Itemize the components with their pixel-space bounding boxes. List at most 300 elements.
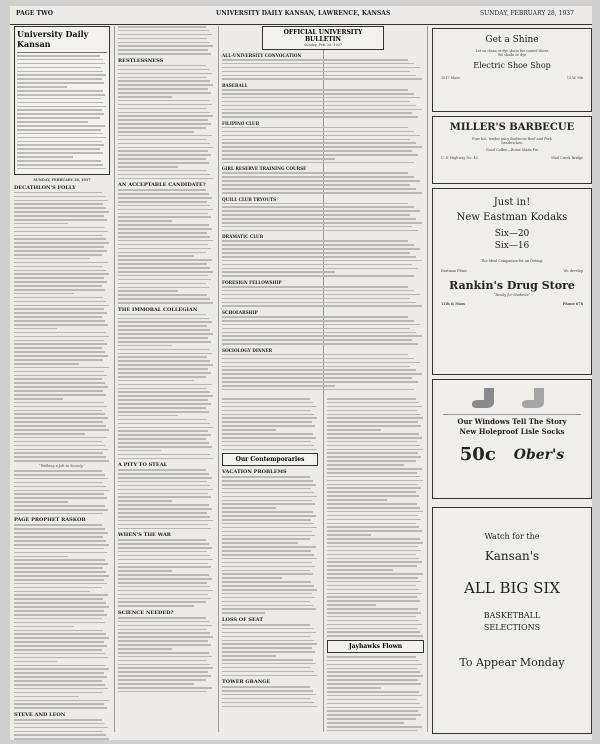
obers-price: 50c	[459, 444, 496, 465]
text-line	[222, 406, 316, 408]
text-line	[118, 360, 210, 362]
text-line	[14, 192, 102, 194]
shine-title: Get a Shine	[485, 35, 539, 45]
text-line	[118, 664, 210, 666]
text-line	[14, 289, 105, 291]
editorial-heading: STEVE AND LEON	[14, 711, 66, 718]
text-line	[222, 63, 414, 65]
kansan-watch: Watch for the	[484, 532, 540, 541]
text-line	[222, 573, 313, 575]
text-line	[17, 113, 104, 115]
miller-ad	[432, 116, 592, 184]
text-line	[17, 156, 73, 158]
text-line	[327, 589, 419, 591]
shine-line: We shade or dye	[497, 53, 527, 57]
text-line	[118, 508, 212, 510]
text-line	[14, 437, 107, 439]
text-line	[118, 594, 208, 596]
text-line	[327, 499, 387, 501]
text-line	[14, 645, 107, 647]
text-line	[222, 294, 420, 296]
text-line	[222, 385, 335, 387]
text-line	[14, 211, 109, 213]
text-line	[222, 264, 412, 266]
text-line	[17, 144, 104, 146]
column-rule	[218, 26, 219, 732]
bulletin-item-heading: DRAMATIC CLUB	[222, 234, 264, 240]
text-line	[17, 90, 103, 92]
article-text	[118, 65, 214, 179]
text-line	[14, 490, 109, 492]
text-line	[118, 590, 213, 592]
text-line	[14, 688, 108, 690]
paper-title: UNIVERSITY DAILY KANSAN, LAWRENCE, KANSAS	[216, 10, 391, 17]
text-line	[118, 621, 209, 623]
text-line	[222, 441, 311, 443]
text-line	[17, 98, 101, 100]
text-line	[118, 411, 209, 413]
text-line	[17, 63, 105, 65]
text-line	[222, 305, 422, 307]
text-line	[118, 625, 212, 627]
text-line	[14, 413, 105, 415]
text-line	[118, 516, 210, 518]
bulletin-item-heading: GIRL RESERVE TRAINING COURSE	[222, 166, 307, 172]
text-line	[14, 641, 104, 643]
text-line	[14, 552, 107, 554]
article-text	[222, 686, 318, 707]
text-line	[14, 406, 107, 408]
text-line	[118, 570, 172, 572]
text-line	[14, 242, 109, 244]
text-line	[118, 395, 213, 397]
text-line	[222, 667, 311, 669]
text-line	[14, 433, 85, 435]
text-line	[14, 567, 103, 569]
bulletin-item-text	[222, 316, 424, 345]
miller-line: Fine hot, tender juicy Barbecue Beef and Pork	[472, 137, 552, 141]
text-line	[327, 460, 416, 462]
text-line	[222, 127, 408, 129]
text-line	[118, 189, 206, 191]
rankin-kodaks: New Eastman Kodaks	[456, 212, 568, 223]
article-text	[327, 398, 424, 637]
bulletin-item-heading: SOCIOLOGY DINNER	[222, 347, 273, 353]
text-line	[14, 668, 109, 670]
text-line	[14, 591, 90, 593]
text-line	[118, 559, 213, 561]
text-line	[222, 286, 408, 288]
text-line	[327, 554, 416, 556]
text-line	[118, 115, 213, 117]
text-line	[327, 480, 423, 482]
text-line	[118, 598, 211, 600]
text-line	[222, 488, 311, 490]
text-line	[118, 34, 212, 36]
text-line	[14, 281, 107, 283]
editorial-heading: PAGE PROPHET RASKOB	[14, 517, 86, 524]
text-line	[327, 631, 420, 633]
text-line	[14, 501, 68, 503]
text-line	[14, 532, 108, 534]
text-line	[14, 470, 102, 472]
text-line	[222, 59, 408, 61]
text-line	[118, 73, 212, 75]
column-rule	[427, 26, 428, 732]
text-line	[327, 472, 417, 474]
text-line	[17, 117, 100, 119]
text-line	[327, 620, 419, 622]
text-line	[14, 417, 108, 419]
text-line	[118, 356, 207, 358]
miller-address-right: Mud Creek Bridge	[551, 156, 583, 160]
text-line	[17, 102, 103, 104]
text-line	[14, 363, 79, 365]
text-line	[118, 314, 206, 316]
bulletin-item-heading: SCHOLARSHIP	[222, 310, 258, 316]
text-line	[14, 449, 108, 451]
kansan-title: Kansan's	[484, 549, 540, 563]
text-line	[14, 505, 105, 507]
text-line	[222, 101, 410, 103]
text-line	[14, 575, 109, 577]
editorial-column	[14, 26, 110, 740]
text-line	[222, 445, 314, 447]
text-line	[14, 429, 109, 431]
text-line	[118, 458, 213, 460]
text-line	[118, 147, 213, 149]
jayhawks-banner	[327, 640, 424, 653]
third-column-lower	[222, 398, 318, 709]
text-line	[14, 680, 102, 682]
text-line	[14, 223, 68, 225]
contemporaries-heading: VACATION PROBLEMS	[222, 469, 287, 476]
text-line	[222, 519, 311, 521]
text-line	[17, 71, 103, 73]
text-line	[118, 648, 172, 650]
text-line	[118, 259, 212, 261]
text-line	[118, 302, 213, 304]
text-line	[222, 531, 312, 533]
shine-ad	[432, 28, 592, 112]
text-line	[14, 513, 103, 515]
text-line	[222, 230, 418, 232]
text-line	[14, 320, 105, 322]
text-line	[17, 152, 103, 154]
text-line	[222, 694, 316, 696]
shine-address-left: 1017 Mass	[441, 76, 460, 80]
text-line	[14, 696, 79, 698]
text-line	[14, 474, 105, 476]
article-text	[118, 26, 214, 55]
article-heading: THE IMMORAL COLLEGIAN	[118, 306, 198, 313]
bulletin-item-heading: ALL-UNIVERSITY CONVOCATION	[222, 53, 302, 58]
text-line	[118, 112, 210, 114]
text-line	[327, 600, 420, 602]
text-line	[222, 643, 317, 645]
text-line	[222, 538, 310, 540]
text-line	[14, 196, 105, 198]
text-line	[14, 556, 68, 558]
text-line	[222, 381, 418, 383]
text-line	[118, 84, 213, 86]
text-line	[222, 581, 311, 583]
text-line	[118, 271, 213, 273]
text-line	[118, 675, 211, 677]
text-line	[14, 626, 74, 628]
text-line	[222, 142, 416, 144]
text-line	[14, 219, 107, 221]
text-line	[222, 511, 313, 513]
article-text	[222, 624, 318, 676]
bulletin-item-text	[222, 127, 424, 164]
text-line	[222, 358, 414, 360]
text-line	[327, 476, 420, 478]
text-line	[14, 583, 107, 585]
text-line	[327, 726, 422, 728]
masthead-title: University Daily Kansan	[17, 29, 89, 49]
text-line	[222, 373, 422, 375]
text-line	[118, 127, 206, 129]
miller-title: MILLER'S BARBECUE	[449, 122, 575, 133]
text-line	[14, 238, 106, 240]
text-line	[118, 574, 209, 576]
text-line	[118, 244, 208, 246]
rankin-ad	[432, 188, 592, 375]
text-line	[222, 417, 317, 419]
text-line	[327, 714, 421, 716]
text-line	[222, 112, 412, 114]
text-line	[222, 496, 317, 498]
text-line	[118, 644, 211, 646]
text-line	[327, 538, 420, 540]
text-line	[118, 349, 209, 351]
text-line	[222, 663, 316, 665]
text-line	[118, 547, 212, 549]
text-line	[222, 244, 414, 246]
text-line	[118, 551, 207, 553]
text-line	[327, 464, 404, 466]
contemporaries-title: Our Contemporaries	[235, 456, 305, 464]
text-line	[118, 228, 212, 230]
text-line	[17, 160, 101, 162]
rankin-address	[433, 302, 591, 306]
text-line	[118, 528, 211, 530]
text-line	[222, 398, 310, 400]
text-line	[222, 154, 418, 156]
text-line	[222, 316, 408, 318]
text-line	[14, 367, 109, 369]
text-line	[118, 446, 212, 448]
text-line	[118, 224, 209, 226]
text-line	[14, 343, 107, 345]
text-line	[327, 503, 417, 505]
kansan-monday: To Appear Monday	[459, 656, 565, 669]
text-line	[118, 143, 210, 145]
text-line	[327, 406, 422, 408]
text-line	[14, 355, 108, 357]
text-line	[14, 227, 105, 229]
text-line	[118, 166, 178, 168]
text-line	[222, 354, 408, 356]
text-line	[118, 236, 210, 238]
text-line	[222, 131, 414, 133]
text-line	[14, 452, 103, 454]
text-line	[14, 250, 107, 252]
text-line	[118, 403, 211, 405]
text-line	[118, 667, 213, 669]
second-column	[118, 26, 214, 695]
bulletin-date: Sunday, Feb. 28, 1937	[303, 43, 343, 47]
text-line	[118, 232, 207, 234]
text-line	[17, 129, 101, 131]
text-line	[14, 301, 106, 303]
text-line	[327, 616, 416, 618]
text-line	[327, 593, 422, 595]
text-line	[118, 372, 211, 374]
text-line	[118, 92, 211, 94]
text-line	[327, 675, 423, 677]
text-line	[222, 671, 314, 673]
text-line	[222, 203, 408, 205]
text-line	[327, 530, 422, 532]
text-line	[17, 82, 104, 84]
text-line	[118, 341, 211, 343]
text-line	[222, 484, 316, 486]
text-line	[14, 382, 105, 384]
text-line	[118, 325, 207, 327]
rankin-mid: The Ideal Companion for an Outing.	[481, 259, 543, 263]
text-line	[222, 515, 316, 517]
text-line	[222, 188, 416, 190]
contemporaries-heading: TOWER GRANGE	[222, 679, 271, 686]
text-line	[222, 150, 412, 152]
obers-price-row	[433, 444, 591, 465]
kansan-big-six: ALL BIG SIX	[463, 579, 561, 597]
text-line	[222, 425, 315, 427]
text-line	[14, 719, 102, 721]
text-line	[222, 146, 422, 148]
text-line	[222, 75, 416, 77]
text-line	[118, 240, 213, 242]
text-line	[14, 371, 104, 373]
text-line	[327, 707, 423, 709]
text-line	[327, 558, 419, 560]
text-line	[14, 410, 102, 412]
text-line	[222, 640, 314, 642]
text-line	[327, 710, 418, 712]
text-line	[118, 248, 211, 250]
text-line	[14, 723, 105, 725]
text-line	[14, 351, 105, 353]
text-line	[14, 587, 102, 589]
text-line	[327, 604, 376, 606]
text-line	[118, 80, 210, 82]
text-line	[222, 523, 314, 525]
text-line	[17, 148, 100, 150]
text-line	[14, 614, 107, 616]
text-line	[327, 429, 381, 431]
jayhawks-title: Jayhawks Flown	[348, 642, 403, 650]
text-line	[118, 267, 210, 269]
text-line	[222, 328, 410, 330]
text-line	[118, 294, 207, 296]
text-line	[17, 86, 67, 88]
text-line	[118, 353, 212, 355]
text-line	[118, 205, 210, 207]
text-line	[118, 430, 208, 432]
text-line	[118, 586, 210, 588]
text-line	[327, 437, 422, 439]
obers-line: New Holeproof Lisle Socks	[459, 427, 565, 436]
obers-illustration	[443, 386, 581, 415]
text-line	[327, 534, 371, 536]
text-line	[327, 624, 422, 626]
text-line	[327, 656, 416, 658]
article-text	[222, 398, 318, 450]
text-line	[14, 482, 103, 484]
text-line	[118, 364, 213, 366]
miller-address	[433, 156, 591, 160]
text-line	[327, 441, 417, 443]
text-line	[118, 687, 212, 689]
staff-listing	[17, 55, 107, 169]
text-line	[17, 168, 106, 170]
text-line	[222, 527, 317, 529]
text-line	[222, 180, 420, 182]
text-line	[222, 268, 418, 270]
column-rule	[114, 26, 115, 732]
text-line	[14, 441, 102, 443]
text-line	[14, 622, 105, 624]
obers-line: Our Windows Tell The Story	[457, 417, 567, 426]
text-line	[118, 683, 194, 685]
text-line	[14, 544, 109, 546]
text-line	[327, 414, 420, 416]
text-line	[118, 88, 208, 90]
bulletin-items	[222, 53, 424, 390]
text-line	[327, 577, 418, 579]
text-line	[14, 509, 108, 511]
text-line	[118, 415, 178, 417]
article-text	[118, 314, 214, 460]
bulletin-item-text	[222, 286, 424, 307]
text-line	[222, 290, 414, 292]
text-line	[118, 178, 213, 180]
text-line	[327, 495, 419, 497]
text-line	[118, 427, 213, 429]
bulletin-item-text	[222, 240, 424, 277]
text-line	[222, 597, 315, 599]
text-line	[118, 629, 207, 631]
text-line	[14, 571, 106, 573]
text-line	[118, 96, 172, 98]
text-line	[327, 699, 417, 701]
text-line	[118, 275, 208, 277]
text-line	[118, 512, 207, 514]
bulletin-banner	[262, 26, 384, 50]
text-line	[222, 675, 317, 677]
text-line	[118, 473, 209, 475]
text-line	[222, 116, 418, 118]
kansan-selections: SELECTIONS	[483, 623, 541, 632]
rankin-address-left: 11th & Mass	[441, 302, 465, 306]
text-line	[222, 570, 310, 572]
text-line	[14, 606, 109, 608]
text-line	[222, 636, 311, 638]
text-line	[118, 384, 212, 386]
text-line	[222, 698, 311, 700]
